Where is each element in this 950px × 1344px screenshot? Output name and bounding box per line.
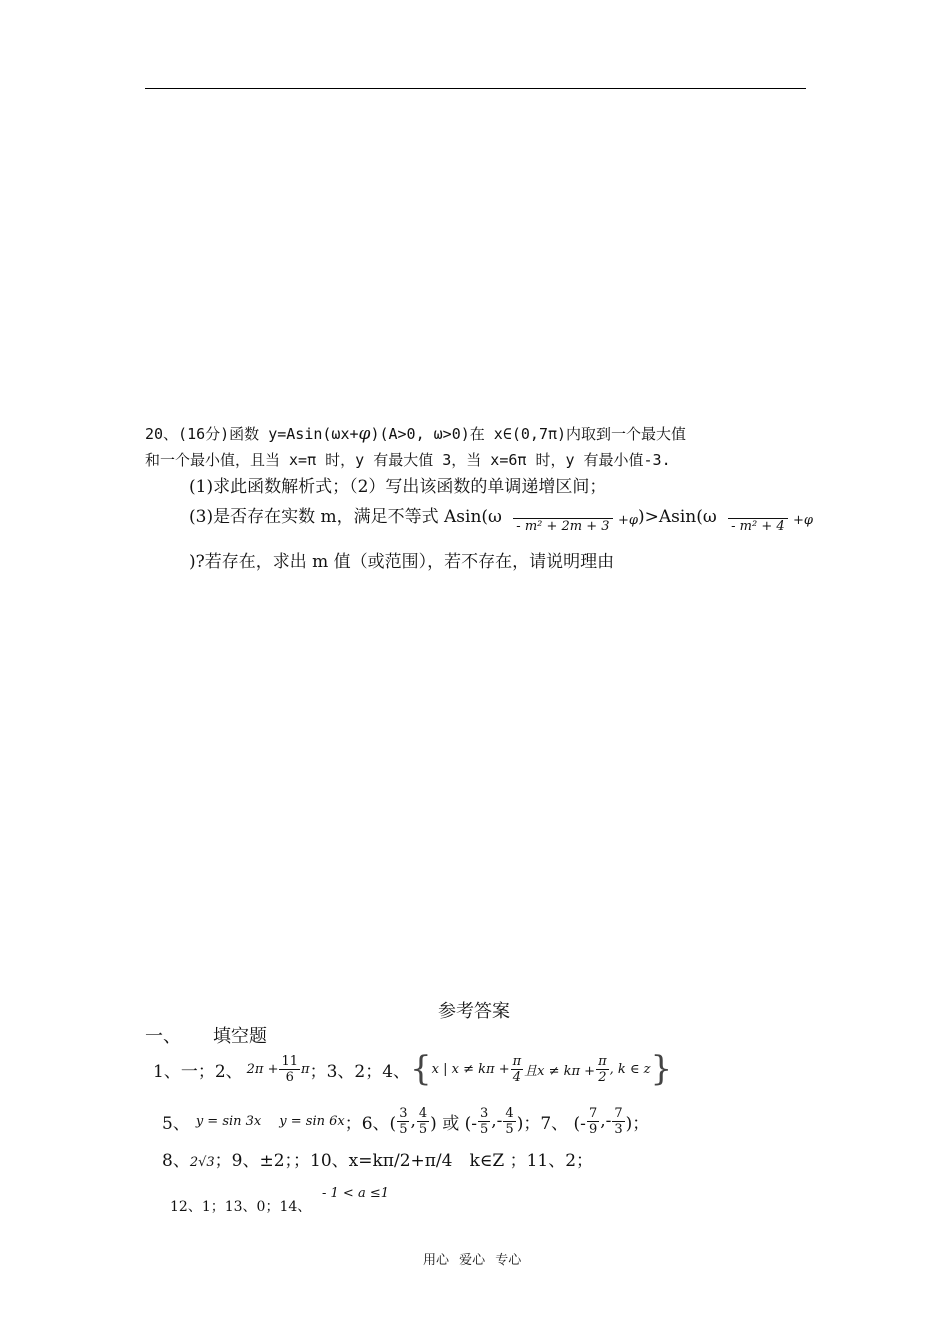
- frac-den: 5: [479, 1121, 489, 1137]
- answer-3-4-label: ；3、2；4、: [309, 1061, 411, 1082]
- answer-4-expr-post: , k ∈ z: [609, 1061, 651, 1077]
- answer-6-frac-4: [503, 1106, 515, 1137]
- page-footer: 用心 爱心 专心: [423, 1253, 522, 1268]
- answer-5-expr-1: y = sin 3x: [195, 1113, 262, 1129]
- plus-phi-1: +φ: [617, 513, 638, 528]
- answer-4-fraction-1: [511, 1054, 524, 1085]
- answer-4-expr-pre: x | x ≠ kπ +: [431, 1061, 510, 1077]
- answer-4-den-1: 4: [512, 1069, 521, 1085]
- q20-line1-text-b: )(A>0, ω>0)在 x∈(0,7π)内取到一个最大值: [370, 425, 687, 443]
- answer-2-denominator: 6: [285, 1069, 294, 1085]
- frac-num: 7: [588, 1105, 598, 1121]
- answer-4-num-1: π: [512, 1053, 522, 1069]
- section1-num: 一、: [145, 1026, 181, 1047]
- answer-6-frac-2: [417, 1106, 429, 1137]
- frac-num: 7: [614, 1105, 623, 1121]
- answers-title: 参考答案: [438, 1001, 510, 1022]
- answer-row-2: 5、 y = sin 3x y = sin 6x ；6、( $\frac{3}{5}$ , $\frac{4}{5}$ ) 或 (- $\frac{3}{5}$ ,- $\frac{4}{5}$ )；7、 (- $\frac{7}{9}$ ,- $\frac{7}{3}$ )；: [162, 1105, 650, 1137]
- answer-8-label: 8、: [162, 1151, 190, 1171]
- answer-7-frac-1: [587, 1106, 599, 1137]
- q20-part3-text-b: )>Asin(ω: [637, 507, 717, 527]
- section1-label: 填空题: [213, 1026, 267, 1047]
- answer-7-label: )；7、 (-: [516, 1113, 586, 1134]
- answer-2-fraction: [279, 1054, 300, 1085]
- answer-7-frac-2: [612, 1106, 624, 1137]
- q20-phi: φ: [358, 424, 371, 444]
- answer-4-den-2: 2: [598, 1069, 607, 1085]
- answer-7-end: )；: [625, 1113, 650, 1134]
- frac-den: 9: [588, 1121, 598, 1137]
- q20-part3-text-a: (3)是否存在实数 m，满足不等式 Asin(ω: [189, 507, 502, 527]
- q20-line1-text-a: 20、(16分)函数 y=Asin(ωx+: [145, 425, 359, 443]
- answer-14-expr: - 1 < a ≤1: [322, 1186, 389, 1201]
- frac-den: 5: [418, 1121, 428, 1137]
- answer-2-expr-post: π: [301, 1061, 310, 1077]
- left-brace: {: [410, 1049, 432, 1089]
- answer-6-frac-3: [478, 1106, 490, 1137]
- answer-4-fraction-2: [596, 1054, 609, 1085]
- frac-num: 3: [399, 1105, 408, 1121]
- answer-6-comma-neg: ,-: [491, 1111, 503, 1131]
- answer-row-3: [162, 1146, 593, 1171]
- answer-row-1: [153, 1046, 672, 1092]
- answer-row-4: 12、1；13、0；14、: [170, 1199, 312, 1215]
- plus-phi-2: +φ: [793, 513, 814, 528]
- frac-num: 4: [418, 1105, 428, 1121]
- answer-4-num-2: π: [598, 1053, 607, 1069]
- header-rule: [145, 88, 806, 89]
- q20-part3-line2: )?若存在，求出 m 值（或范围），若不存在，请说明理由: [189, 552, 615, 572]
- answer-4-expr-mid: 且x ≠ kπ +: [524, 1063, 596, 1079]
- answer-6-frac-1: [397, 1106, 409, 1137]
- frac-num: 3: [479, 1105, 489, 1121]
- sqrt-expression-1: - m² + 2m + 3: [513, 518, 612, 535]
- answer-8-expr: 2√3: [189, 1155, 215, 1170]
- answer-7-comma-neg: ,-: [600, 1111, 612, 1131]
- q20-part1: (1)求此函数解析式；（2）写出该函数的单调递增区间；: [189, 477, 607, 497]
- q20-line2: 和一个最小值，且当 x=π 时，y 有最大值 3，当 x=6π 时，y 有最小值-3.: [145, 451, 671, 469]
- right-brace: }: [650, 1049, 673, 1089]
- frac-den: 5: [399, 1121, 408, 1137]
- answer-5-expr-2: y = sin 6x: [279, 1113, 345, 1129]
- q20-part3-line: [189, 504, 813, 532]
- answer-6-label: ；6、(: [344, 1113, 397, 1134]
- frac-num: 4: [505, 1105, 514, 1121]
- frac-den: 3: [614, 1121, 623, 1137]
- answer-2-numerator: 11: [281, 1053, 299, 1069]
- section1-heading: [145, 1022, 267, 1048]
- answer-5-label: 5、: [162, 1113, 190, 1134]
- sqrt-expression-2: - m² + 4: [728, 518, 788, 535]
- answer-9-11-text: ；9、±2；；10、x=kπ/2+π/4 k∈Z ；11、2；: [214, 1151, 594, 1171]
- frac-den: 5: [505, 1121, 514, 1137]
- answer-2-expr-pre: 2π +: [246, 1061, 279, 1077]
- answer-1-2-label: 1、一；2、: [153, 1061, 243, 1082]
- q20-line1: [145, 421, 686, 447]
- answer-6-or: ) 或 (-: [430, 1113, 477, 1134]
